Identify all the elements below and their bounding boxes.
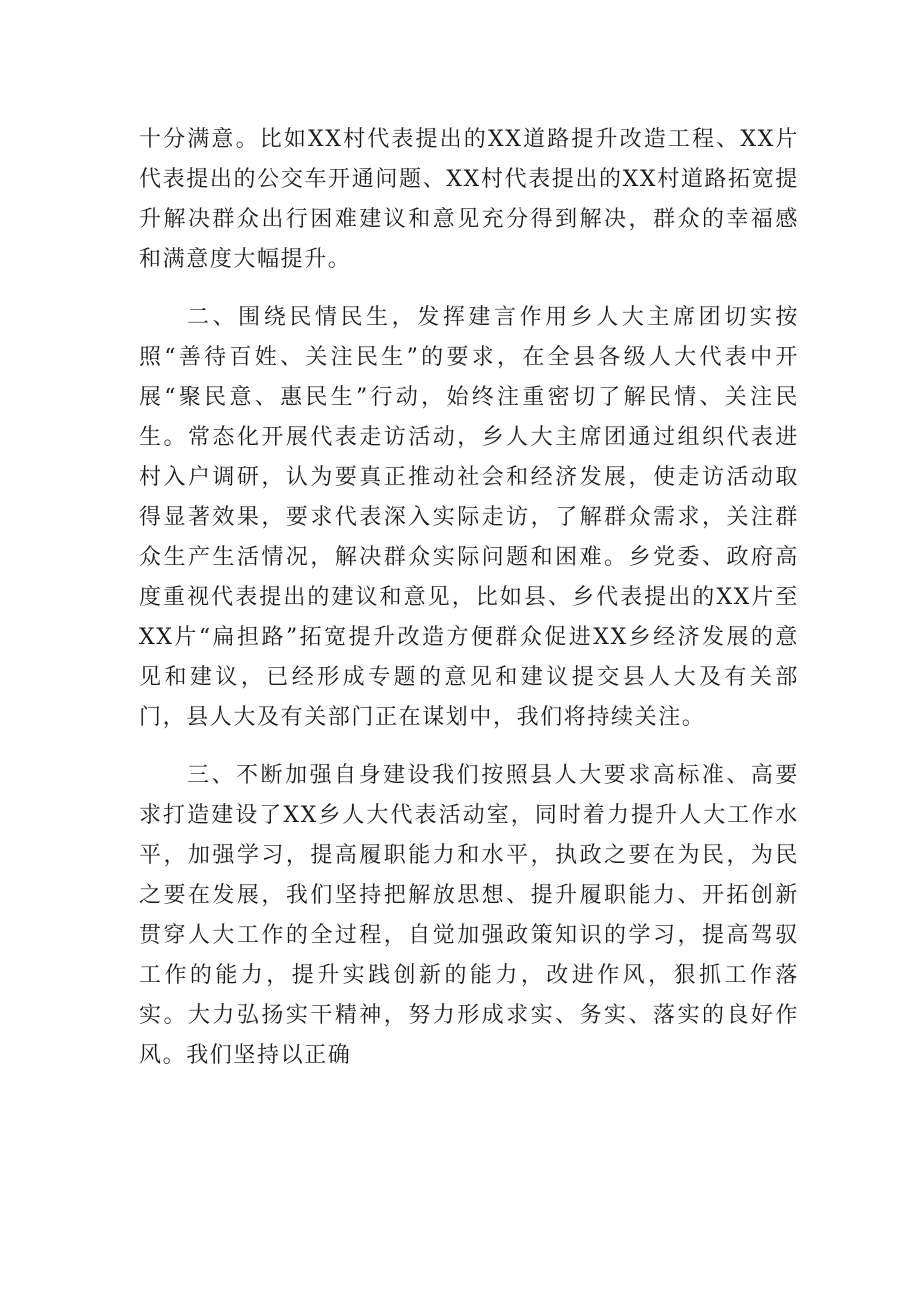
paragraph-section-two: 二、围绕民情民生，发挥建言作用乡人大主席团切实按照“善待百姓、关注民生”的要求，在全县各级人大代表中开展“聚民意、惠民生”行动，始终注重密切了解民情、关注民生。常态化开展代表走访活动，乡人大主席团通过组织代表进村入户调研，认为要真正推动社会和经济发展，使走访活动取得显著效果，要求代表深入实际走访，了解群众需求，关注群众生产生活情况，解决群众实际问题和困难。乡党委、政府高度重视代表提出的建议和意见，比如县、乡代表提出的XX片至XX片“扁担路”拓宽提升改造方便群众促进XX乡经济发展的意见和建议，已经形成专题的意见和建议提交县人大及有关部门，县人大及有关部门正在谋划中，我们将持续关注。 <box>139 305 799 730</box>
paragraph-continuation: 十分满意。比如XX村代表提出的XX道路提升改造工程、XX片代表提出的公交车开通问题、XX村代表提出的XX村道路拓宽提升解决群众出行困难建议和意见充分得到解决，群众的幸福感和满意度大幅提升。 <box>139 127 799 272</box>
document-body <box>139 120 799 1076</box>
paragraph-section-three: 三、不断加强自身建设我们按照县人大要求高标准、高要求打造建设了XX乡人大代表活动室，同时着力提升人大工作水平，加强学习，提高履职能力和水平，执政之要在为民，为民之要在发展，我们坚持把解放思想、提升履职能力、开拓创新贯穿人大工作的全过程，自觉加强政策知识的学习，提高驾驭工作的能力，提升实践创新的能力，改进作风，狠抓工作落实。大力弘扬实干精神，努力形成求实、务实、落实的良好作风。我们坚持以正确 <box>139 763 799 1068</box>
paragraph-gap <box>139 738 799 756</box>
paragraph-gap <box>139 280 799 298</box>
